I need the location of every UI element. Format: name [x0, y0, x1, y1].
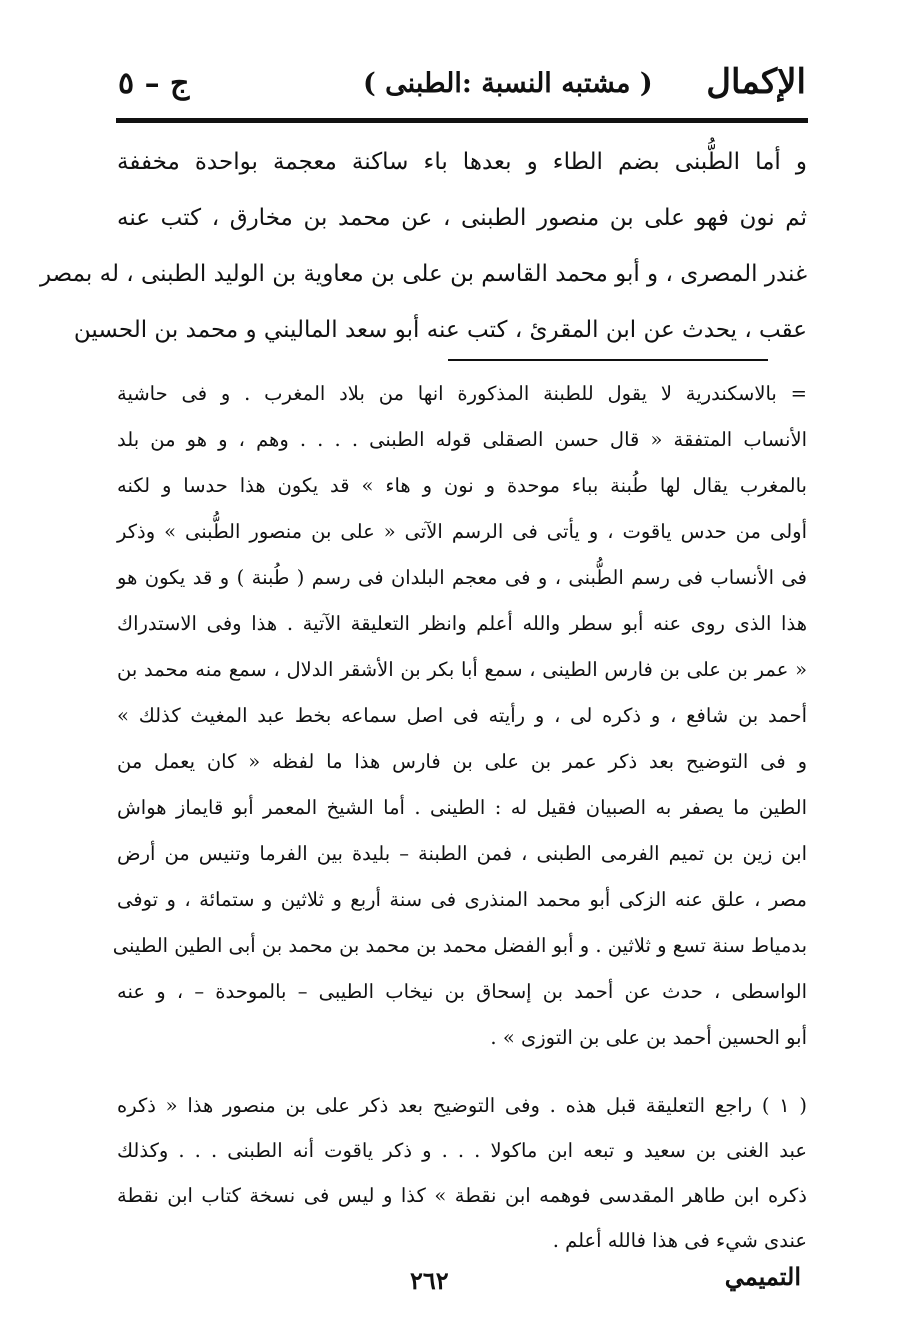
section-title: ( مشتبه النسبة :الطبنى ): [363, 68, 653, 99]
footnote-line: أحمد بن شافع ، و ذكره لى ، و رأيته فى اصل سماعه بخط عبد المغيث كذلك »: [117, 704, 807, 727]
text-line: و أما الطُّبنى بضم الطاء و بعدها باء ساكنة معجمة بواحدة مخففة: [117, 149, 807, 175]
footnote-line: الواسطى ، حدث عن أحمد بن إسحاق بن نيخاب الطيبى – بالموحدة – ، و عنه: [117, 980, 807, 1003]
footnote-1: [117, 1083, 807, 1263]
running-header: [118, 62, 806, 112]
footnote-line: ذكره ابن طاهر المقدسى فوهمه ابن نقطة » كذا و ليس فى نسخة كتاب ابن نقطة: [117, 1184, 807, 1207]
footnote-line: مصر ، علق عنه الزكى أبو محمد المنذرى فى سنة أربع و ثلاثين و ستمائة ، و توفى: [117, 888, 807, 911]
footnote-line: بالمغرب يقال لها طُبنة بباء موحدة و نون و هاء » قد يكون هذا حدسا و لكنه: [117, 474, 807, 497]
footnote-line: عبد الغنى بن سعيد و تبعه ابن ماكولا . . . و ذكر ياقوت أنه الطبنى . . . وكذلك: [117, 1139, 807, 1162]
footnote-line: أبو الحسين أحمد بن على بن التوزى » .: [490, 1026, 807, 1049]
footnote-line: أولى من حدس ياقوت ، و يأتى فى الرسم الآتى « على بن منصور الطُّبنى » وذكر: [117, 520, 807, 543]
footnote-line: = بالاسكندرية لا يقول للطبنة المذكورة انها من بلاد المغرب . و فى حاشية: [117, 382, 807, 405]
footnote-line: عندى شيء فى هذا فالله أعلم .: [552, 1229, 807, 1252]
main-text: [39, 134, 807, 358]
text-line: غندر المصرى ، و أبو محمد القاسم بن على بن معاوية بن الوليد الطبنى ، له بمصر: [39, 261, 807, 287]
footnote-line: ابن زين بن تميم الفرمى الطبنى ، فمن الطبنة – بليدة بين الفرما وتنيس من أرض: [117, 842, 807, 865]
book-title: الإكمال: [706, 62, 806, 102]
volume-number: ج – ٥: [118, 66, 190, 101]
footnote-line: و فى التوضيح بعد ذكر عمر بن على بن فارس هذا ما لفظه « كان يعمل من: [117, 750, 807, 773]
footnote-line: فى الأنساب فى رسم الطُّبنى ، و فى معجم البلدان فى رسم ( طُبنة ) و قد يكون هو: [117, 566, 807, 589]
footnotes-continued: [112, 371, 807, 1061]
text-line: ثم نون فهو على بن منصور الطبنى ، عن محمد بن مخارق ، كتب عنه: [117, 205, 807, 231]
text-line: عقب ، يحدث عن ابن المقرئ ، كتب عنه أبو سعد الماليني و محمد بن الحسين: [73, 317, 807, 343]
footnote-line: ( ١ ) راجع التعليقة قبل هذه . وفى التوضيح بعد ذكر على بن منصور هذا « ذكره: [117, 1094, 808, 1117]
footnote-line: الطين ما يصفر به الصبيان فقيل له : الطينى . أما الشيخ المعمر أبو قايماز هواش: [117, 796, 807, 819]
footnote-line: هذا الذى روى عنه أبو سطر والله أعلم وانظر التعليقة الآتية . هذا وفى الاستدراك: [117, 612, 807, 635]
header-rule: [116, 118, 808, 123]
catchword: التميمي: [724, 1262, 801, 1291]
footnote-line: « عمر بن على بن فارس الطينى ، سمع أبا بكر بن الأشقر الدلال ، سمع منه محمد بن: [117, 658, 807, 681]
footnote-line: الأنساب المتفقة « قال حسن الصقلى قوله الطبنى . . . . وهم ، و هو من بلد: [117, 428, 807, 451]
footnote-separator: [448, 359, 768, 361]
footnote-line: بدمياط سنة تسع و ثلاثين . و أبو الفضل محمد بن محمد بن محمد بن أبى الطين الطينى: [112, 934, 807, 957]
page-number: ٢٦٢: [410, 1266, 449, 1295]
